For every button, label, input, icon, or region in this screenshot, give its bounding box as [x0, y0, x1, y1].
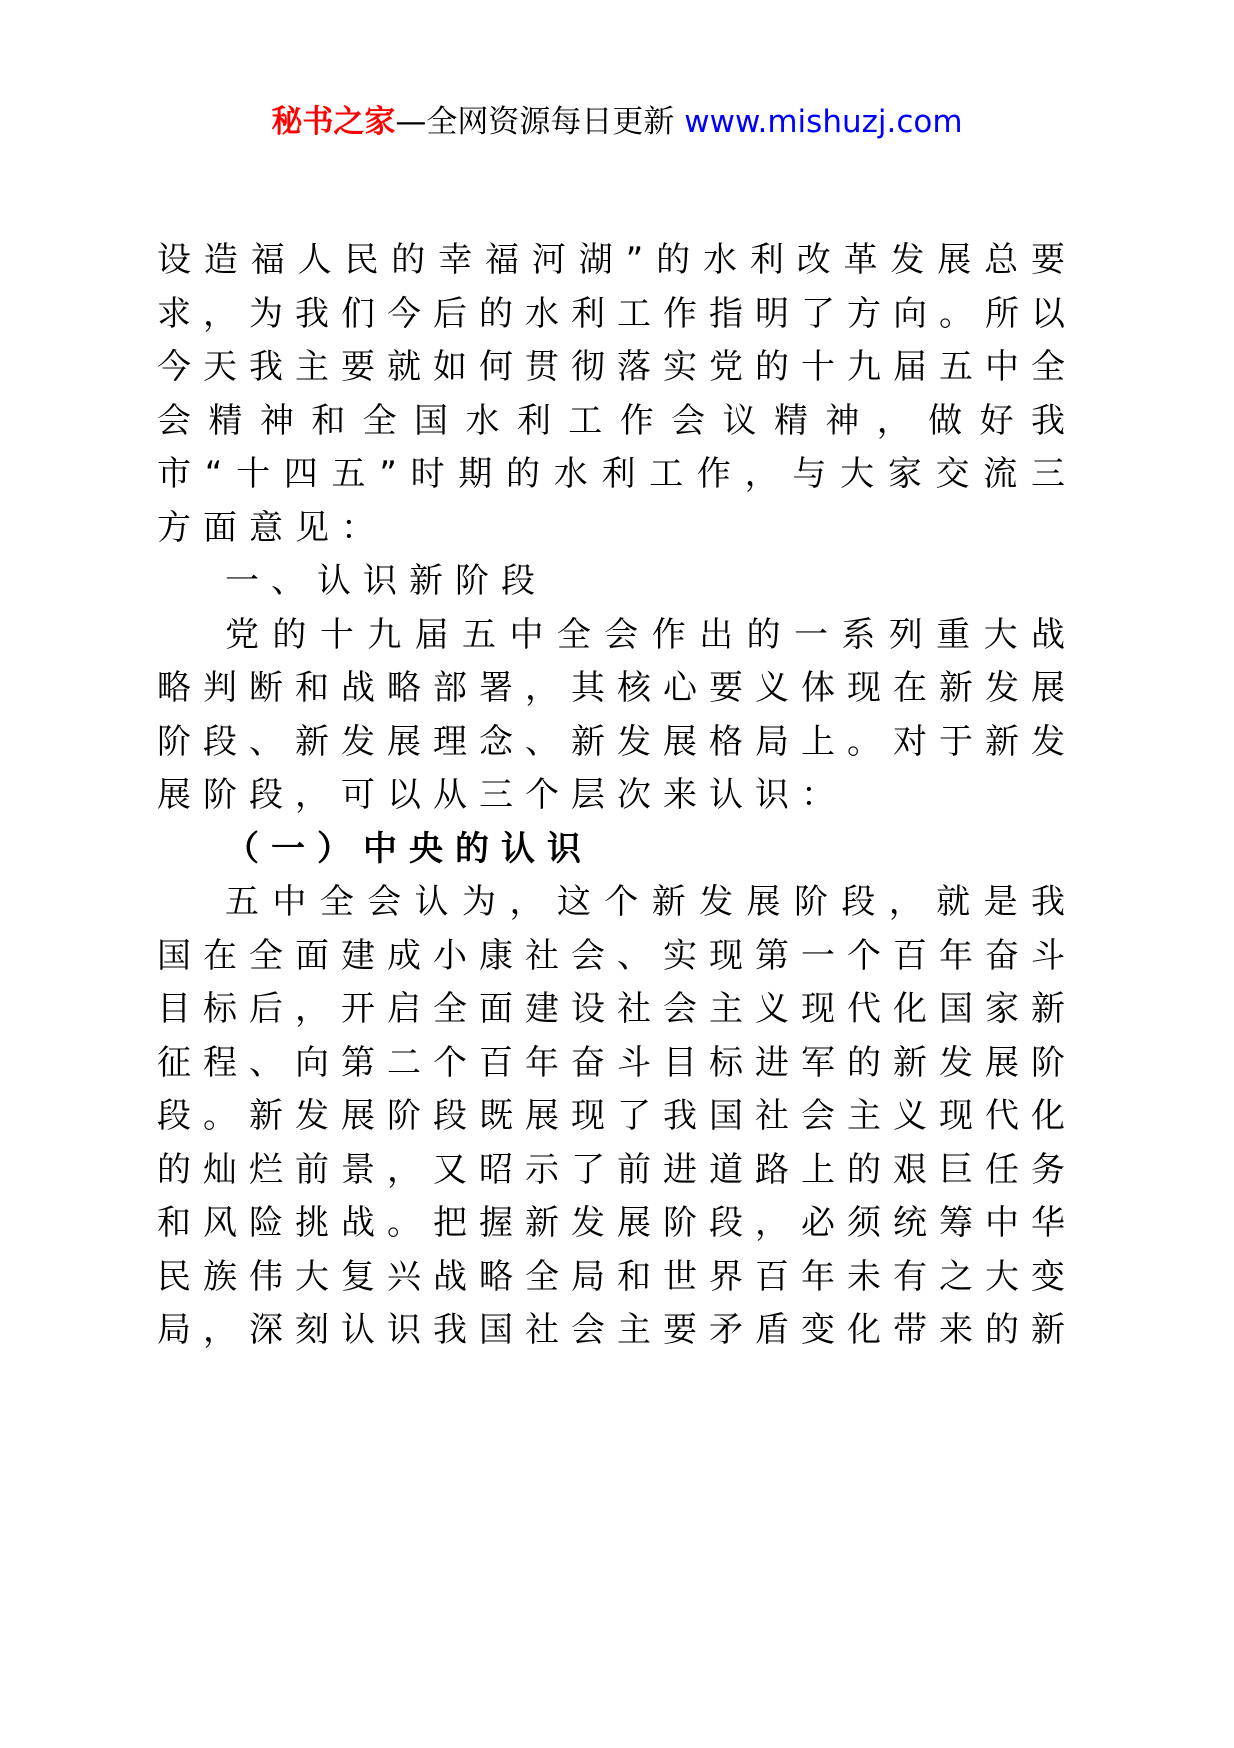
heading-2-central-understanding: （一）中央的认识 [225, 828, 593, 869]
site-name: 秘书之家 [271, 104, 396, 140]
heading-1-recognize-new-stage: 一、认识新阶段 [225, 561, 547, 601]
page-header [0, 102, 1234, 142]
paragraph-continuation: 设造福人民的幸福河湖”的水利改革发展总要求，为我们今后的水利工作指明了方向。所以今天我主要就如何贯彻落实党的十九届五中全会精神和全国水利工作会议精神，做好我市“十四五”时期的水利工作，与大家交流三方面意见： [157, 240, 1077, 548]
site-url-link[interactable]: www.mishuzj.com [684, 104, 963, 140]
paragraph-fifth-plenary-judgments: 党的十九届五中全会作出的一系列重大战略判断和战略部署，其核心要义体现在新发展阶段、新发展理念、新发展格局上。对于新发展阶段，可以从三个层次来认识： [157, 614, 1077, 815]
document-body [157, 234, 1077, 1358]
site-tagline: —全网资源每日更新 [395, 104, 675, 140]
paragraph-new-development-stage: 五中全会认为，这个新发展阶段，就是我国在全面建成小康社会、实现第一个百年奋斗目标后，开启全面建设社会主义现代化国家新征程、向第二个百年奋斗目标进军的新发展阶段。新发展阶段既展现了我国社会主义现代化的灿烂前景，又昭示了前进道路上的艰巨任务和风险挑战。把握新发展阶段，必须统筹中华民族伟大复兴战略全局和世界百年未有之大变局，深刻认识我国社会主要矛盾变化带来的新 [157, 882, 1077, 1350]
